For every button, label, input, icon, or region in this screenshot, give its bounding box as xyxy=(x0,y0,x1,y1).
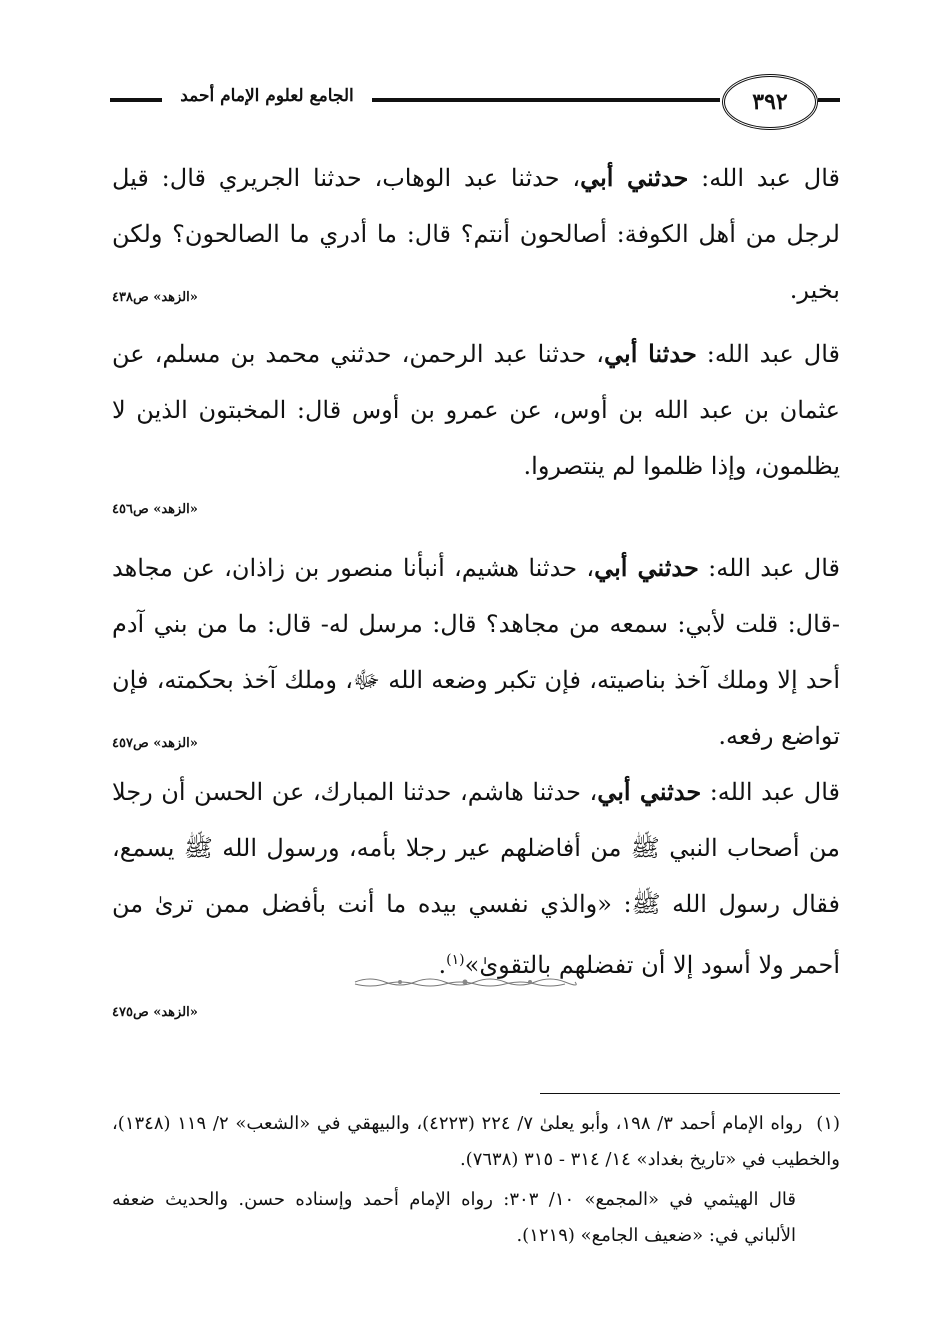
main-text xyxy=(112,150,840,1031)
running-title: الجامع لعلوم الإمام أحمد xyxy=(180,86,354,106)
header-rule-middle xyxy=(372,98,720,102)
section-divider-ornament xyxy=(350,975,580,989)
footnote-text: رواه الإمام أحمد ٣/ ١٩٨، وأبو يعلىٰ ٧/ ٢٢٤ (٤٢٢٣)، والبيهقي في «الشعب» ٢/ ١١٩ (١٣٤٨)، والخطيب في «تاريخ بغداد» ١٤/ ٣١٤ - ٣١٥ (٧٦٣٨). xyxy=(112,1113,840,1170)
entry-text xyxy=(112,326,840,494)
page-number: ٣٩٢ xyxy=(722,74,818,130)
entry-3 xyxy=(112,540,840,764)
entry-body: ، حدثنا عبد الوهاب، حدثنا الجريري قال: قيل لرجل من أهل الكوفة: أصالحون أنتم؟ قال: ما أدري ما الصالحون؟ ولكن بخير. xyxy=(112,164,840,304)
footnote-1 xyxy=(112,1106,840,1178)
entry-intro: قال عبد الله: xyxy=(698,554,840,582)
entry-chain-start: حدثني أبي xyxy=(597,777,702,806)
source-citation: «الزهد» ص٤٣٨ xyxy=(112,290,198,305)
entry-chain-start: حدثني أبي xyxy=(594,553,699,582)
entry-body: ، حدثنا عبد الرحمن، حدثني محمد بن مسلم، عن عثمان بن عبد الله بن أوس، عن عمرو بن أوس قال: المخبتون الذين لا يظلمون، وإذا ظلموا لم ينتصروا. xyxy=(112,340,840,480)
footnotes xyxy=(112,1106,840,1254)
source-citation: «الزهد» ص٤٥٧ xyxy=(112,736,198,751)
source-citation: «الزهد» ص٤٧٥ xyxy=(112,1005,198,1020)
footnote-1-continuation: قال الهيثمي في «المجمع» ١٠/ ٣٠٣: رواه الإمام أحمد وإسناده حسن. والحديث ضعفه الألباني في: «ضعيف الجامع» (١٢١٩). xyxy=(112,1189,796,1246)
source-citation: «الزهد» ص٤٥٦ xyxy=(112,502,198,517)
entry-text xyxy=(112,764,840,993)
entry-1 xyxy=(112,150,840,318)
entry-body: ، حدثنا هاشم، حدثنا المبارك، عن الحسن أن رجلا من أصحاب النبي ﷺ من أفاضلهم عير رجلا بأمه، ورسول الله ﷺ يسمع، فقال رسول الله ﷺ: «والذي نفسي بيده ما أنت بأفضل ممن ترىٰ من أحمر ولا أسود إلا أن تفضلهم بالتقوىٰ» xyxy=(112,778,840,979)
entry-body: ، حدثنا هشيم، أنبأنا منصور بن زاذان، عن مجاهد -قال: قلت لأبي: سمعه من مجاهد؟ قال: مرسل له- قال: ما من بني آدم أحد إلا وملك آخذ بناصيته، فإن تكبر وضعه الله ﷻ، وملك آخذ بحكمته، فإن تواضع رفعه. xyxy=(112,554,840,750)
entry-2 xyxy=(112,326,840,522)
footnote-marker: (١) xyxy=(816,1113,841,1134)
entry-chain-start: حدثني أبي xyxy=(580,163,689,192)
entry-intro: قال عبد الله: xyxy=(701,778,840,806)
entry-intro: قال عبد الله: xyxy=(696,340,840,368)
entry-text xyxy=(112,540,840,764)
footnote-separator xyxy=(540,1093,840,1094)
entry-chain-start: حدثنا أبي xyxy=(604,339,697,368)
entry-text xyxy=(112,150,840,318)
header-rule-right xyxy=(818,98,840,102)
footnote-reference[interactable]: (١) xyxy=(446,952,465,968)
entry-intro: قال عبد الله: xyxy=(688,164,840,192)
page-header xyxy=(110,74,840,134)
entry-tail: . xyxy=(438,951,447,979)
ornament-icon xyxy=(350,975,580,989)
header-rule-left xyxy=(110,98,162,102)
